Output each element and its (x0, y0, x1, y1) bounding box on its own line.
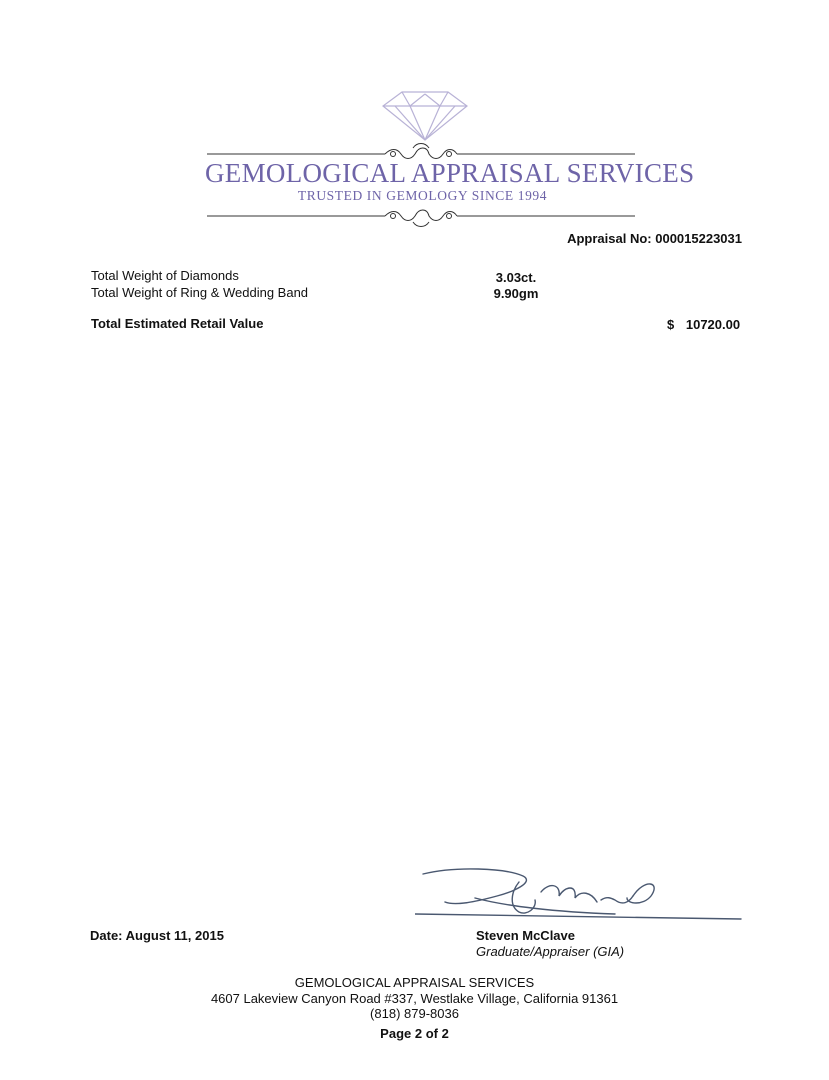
weight-value-diamonds: 3.03ct. (495, 270, 537, 285)
signature-icon (415, 862, 745, 930)
total-value-amount: 10720.00 (685, 317, 741, 332)
footer-address: 4607 Lakeview Canyon Road #337, Westlake Village, California 91361 (210, 991, 619, 1006)
report-date (90, 928, 224, 943)
total-value-label: Total Estimated Retail Value (91, 316, 264, 331)
total-value (667, 317, 740, 332)
company-tagline: TRUSTED IN GEMOLOGY SINCE 1994 (297, 188, 548, 203)
weight-label-diamonds: Total Weight of Diamonds (91, 268, 239, 283)
weight-label-ring: Total Weight of Ring & Wedding Band (91, 285, 309, 300)
currency-symbol: $ (667, 317, 675, 332)
appraiser-title: Graduate/Appraiser (GIA) (476, 944, 625, 959)
date-value: August 11, 2015 (125, 928, 224, 943)
appraisal-number-label: Appraisal No: (567, 231, 652, 246)
company-logo (205, 88, 695, 228)
date-label: Date: (90, 928, 123, 943)
footer-phone: (818) 879-8036 (370, 1006, 459, 1021)
weight-value-ring: 9.90gm (493, 286, 539, 301)
appraisal-number (567, 231, 742, 246)
appraisal-number-value: 000015223031 (655, 231, 742, 246)
footer-company: GEMOLOGICAL APPRAISAL SERVICES (294, 975, 535, 990)
appraiser-name: Steven McClave (476, 928, 575, 943)
company-name: GEMOLOGICAL APPRAISAL SERVICES (205, 158, 695, 188)
page-number: Page 2 of 2 (380, 1026, 449, 1041)
